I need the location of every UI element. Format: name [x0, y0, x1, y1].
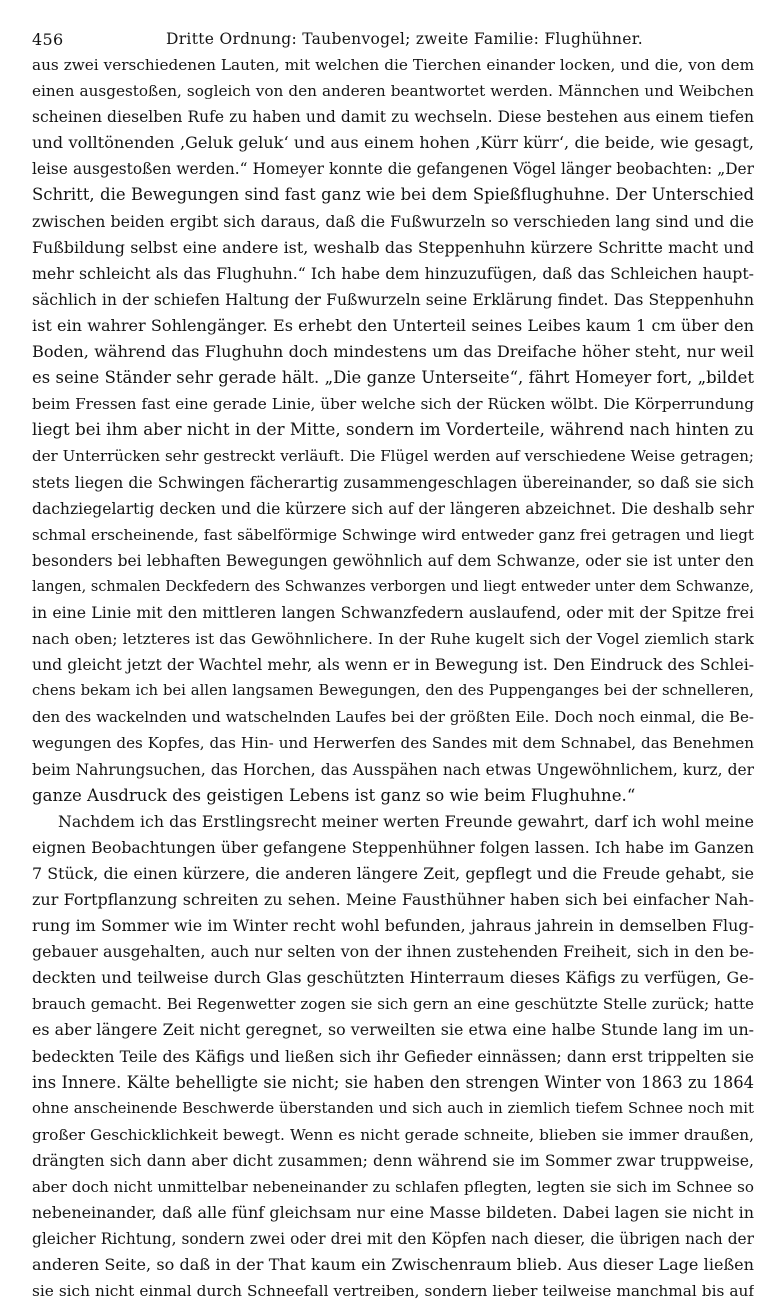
- book-page: [32, 18, 754, 1305]
- text-line: rung im Sommer wie im Winter recht wohl befunden, jahraus jahrein in demselben Flug-: [32, 916, 754, 936]
- text-line: es seine Ständer sehr gerade hält. „Die ganze Unterseite“, fährt Homeyer fort, „bildet: [32, 368, 754, 388]
- text-line: brauch gemacht. Bei Regenwetter zogen sie sich gern an eine geschützte Stelle zurück; hatte: [32, 995, 754, 1014]
- text-line: Nachdem ich das Erstlingsrecht meiner werten Freunde gewahrt, darf ich wohl meine: [58, 811, 754, 831]
- text-line: Schritt, die Bewegungen sind fast ganz wie bei dem Spießflughuhne. Der Unterschied: [32, 185, 754, 205]
- text-line: aus zwei verschiedenen Lauten, mit welchen die Tierchen einander locken, und die, von dem: [32, 56, 754, 74]
- text-line: ins Innere. Kälte behelligte sie nicht; sie haben den strengen Winter von 1863 zu 1864: [32, 1072, 754, 1092]
- text-line: zwischen beiden ergibt sich daraus, daß die Fußwurzeln so verschieden lang sind und die: [32, 211, 754, 231]
- text-line: nebeneinander, daß alle fünf gleichsam nur eine Masse bildeten. Dabei lagen sie nicht in: [32, 1203, 754, 1223]
- text-line: beim Fressen fast eine gerade Linie, über welche sich der Rücken wölbt. Die Körperrundung: [32, 395, 754, 414]
- text-line: und gleicht jetzt der Wachtel mehr, als wenn er in Bewegung ist. Den Eindruck des Schlei-: [32, 655, 754, 675]
- text-line: bedeckten Teile des Käfigs und ließen sich ihr Gefieder einnässen; dann erst trippelten sie: [32, 1046, 754, 1066]
- body-text: [32, 52, 754, 1305]
- text-line: und volltönenden ‚Geluk geluk‘ und aus einem hohen ‚Kürr kürr‘, die beide, wie gesagt,: [32, 133, 754, 153]
- text-line: dachziegelartig decken und die kürzere sich auf der längeren abzeichnet. Die deshalb sehr: [32, 499, 754, 518]
- text-line: beim Nahrungsuchen, das Horchen, das Ausspähen nach etwas Ungewöhnlichem, kurz, der: [32, 760, 754, 779]
- text-line: drängten sich dann aber dicht zusammen; denn während sie im Sommer zwar truppweise,: [32, 1150, 754, 1170]
- text-line: besonders bei lebhaften Bewegungen gewöhnlich auf dem Schwanze, oder sie ist unter den: [32, 551, 754, 570]
- text-line: gleicher Richtung, sondern zwei oder drei mit den Köpfen nach dieser, die übrigen nach der: [32, 1230, 754, 1249]
- running-head: [32, 18, 754, 52]
- text-line: leise ausgestoßen werden.“ Homeyer konnte die gefangenen Vögel länger beobachten: „Der: [32, 160, 754, 179]
- text-line: einen ausgestoßen, sogleich von den anderen beantwortet werden. Männchen und Weibchen: [32, 82, 754, 101]
- text-line: 7 Stück, die einen kürzere, die anderen längere Zeit, gepflegt und die Freude gehabt, sie: [32, 863, 754, 883]
- text-line: scheinen dieselben Rufe zu haben und damit zu wechseln. Diese bestehen aus einem tiefen: [32, 108, 754, 127]
- page-number: 456: [32, 30, 64, 49]
- text-line: ohne anscheinende Beschwerde überstanden und sich auch in ziemlich tiefem Schnee noch mit: [32, 1099, 754, 1117]
- running-title: Dritte Ordnung: Taubenvogel; zweite Familie: Flughühner.: [166, 30, 644, 48]
- text-line: ganze Ausdruck des geistigen Lebens ist ganz so wie beim Flughuhne.“: [32, 785, 636, 805]
- text-line: chens bekam ich bei allen langsamen Bewegungen, den des Puppenganges bei der schnelleren,: [32, 682, 754, 700]
- text-line: den des wackelnden und watschelnden Laufes bei der größten Eile. Doch noch einmal, die Be-: [32, 708, 754, 727]
- paragraph: [32, 809, 754, 1305]
- paragraph: [32, 52, 754, 809]
- text-line: ist ein wahrer Sohlengänger. Es erhebt den Unterteil seines Leibes kaum 1 cm über den: [32, 315, 754, 335]
- text-line: anderen Seite, so daß in der That kaum ein Zwischenraum blieb. Aus dieser Lage ließen: [32, 1255, 754, 1275]
- text-line: mehr schleicht als das Flughuhn.“ Ich habe dem hinzuzufügen, daß das Schleichen haupt-: [32, 263, 754, 283]
- text-line: langen, schmalen Deckfedern des Schwanzes verborgen und liegt entweder unter dem Schwanze,: [32, 578, 754, 595]
- text-line: sie sich nicht einmal durch Schneefall vertreiben, sondern lieber teilweise manchmal bis auf: [32, 1282, 754, 1301]
- text-line: zur Fortpflanzung schreiten zu sehen. Meine Fausthühner haben sich bei einfacher Nah-: [32, 890, 754, 909]
- text-line: schmal erscheinende, fast säbelförmige Schwinge wird entweder ganz frei getragen und liegt: [32, 525, 754, 544]
- text-line: nach oben; letzteres ist das Gewöhnlichere. In der Ruhe kugelt sich der Vogel ziemlich stark: [32, 630, 754, 649]
- text-line: der Unterrücken sehr gestreckt verläuft. Die Flügel werden auf verschiedene Weise getragen;: [32, 447, 754, 466]
- text-line: in eine Linie mit den mittleren langen Schwanzfedern auslaufend, oder mit der Spitze frei: [32, 602, 754, 622]
- text-line: deckten und teilweise durch Glas geschützten Hinterraum dieses Käfigs zu verfügen, Ge-: [32, 968, 754, 988]
- text-line: stets liegen die Schwingen fächerartig zusammengeschlagen übereinander, so daß sie sich: [32, 473, 754, 492]
- text-line: gebauer ausgehalten, auch nur selten von der ihnen zustehenden Freiheit, sich in den be-: [32, 942, 754, 962]
- text-line: großer Geschicklichkeit bewegt. Wenn es nicht gerade schneite, blieben sie immer draußen,: [32, 1125, 754, 1144]
- text-line: es aber längere Zeit nicht geregnet, so verweilten sie etwa eine halbe Stunde lang im un-: [32, 1020, 754, 1040]
- text-line: eignen Beobachtungen über gefangene Steppenhühner folgen lassen. Ich habe im Ganzen: [32, 837, 754, 857]
- text-line: aber doch nicht unmittelbar nebeneinander zu schlafen pflegten, legten sie sich im Schnee so: [32, 1178, 754, 1197]
- text-line: Fußbildung selbst eine andere ist, weshalb das Steppenhuhn kürzere Schritte macht und: [32, 237, 754, 257]
- text-line: Boden, während das Flughuhn doch mindestens um das Dreifache höher steht, nur weil: [32, 342, 754, 362]
- text-line: liegt bei ihm aber nicht in der Mitte, sondern im Vorderteile, während nach hinten zu: [32, 420, 754, 440]
- text-line: wegungen des Kopfes, das Hin- und Herwerfen des Sandes mit dem Schnabel, das Benehmen: [32, 734, 754, 753]
- text-line: sächlich in der schiefen Haltung der Fußwurzeln seine Erklärung findet. Das Steppenhuhn: [32, 290, 754, 309]
